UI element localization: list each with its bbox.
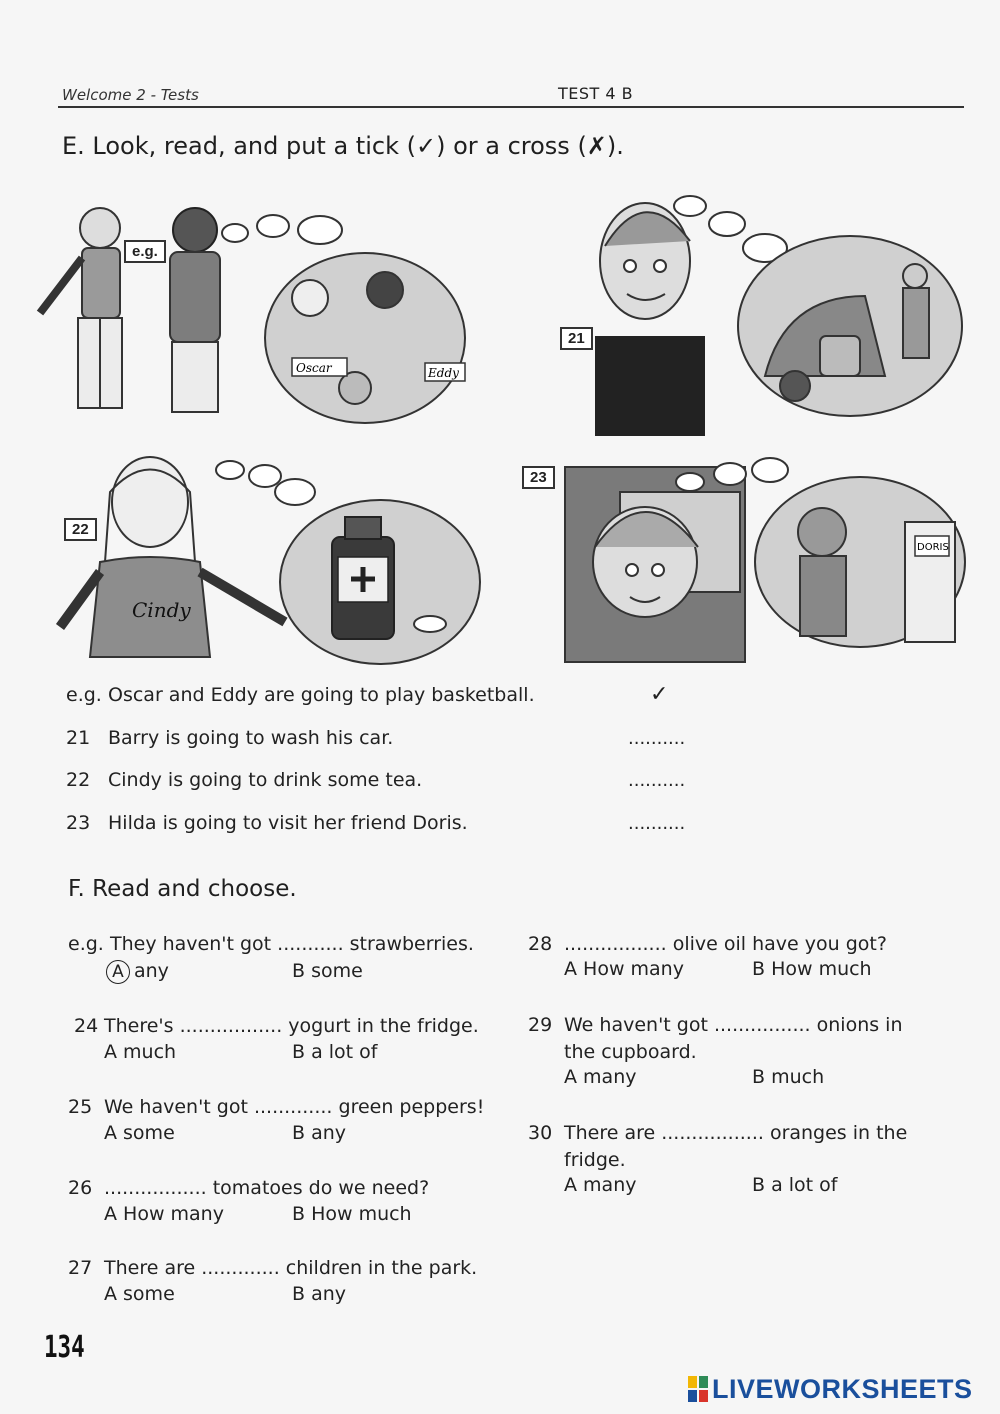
question-text: They haven't got ........... strawberries. [110,933,474,955]
question-28 [528,931,887,958]
liveworksheets-logo [688,1374,973,1405]
option-eg-a [106,960,169,984]
option-30-b[interactable]: B a lot of [752,1174,838,1196]
option-27-a[interactable]: A some [104,1283,175,1305]
option-text: any [134,960,169,982]
question-text: There are ................. oranges in the [564,1122,908,1144]
option-30-a[interactable]: A many [564,1174,637,1196]
sentence-21 [66,727,393,749]
question-text: There are ............. children in the park. [104,1257,478,1279]
brand-name: LIVEWORKSHEETS [712,1374,973,1404]
cindy-shirt: Cindy [132,598,191,622]
question-text: ................. tomatoes do we need? [104,1177,430,1199]
question-25 [68,1094,484,1121]
circled-answer-icon: A [106,960,130,984]
option-29-a[interactable]: A many [564,1066,637,1088]
question-number: 28 [528,933,553,955]
illustration-eg [30,188,459,438]
answer-22[interactable]: .......... [628,770,686,791]
section-f-title: F. Read and choose. [68,876,297,902]
sentence-number: 23 [66,812,91,834]
question-26 [68,1175,429,1202]
illustration-22 [60,452,500,667]
question-number: 29 [528,1014,553,1036]
option-25-b[interactable]: B any [292,1122,347,1144]
header-divider [58,106,964,108]
eddy-tag: Eddy [428,366,459,380]
question-eg [68,931,474,958]
option-eg-b: B some [292,960,363,982]
question-29-line2: the cupboard. [564,1041,697,1063]
label-eg: e.g. [124,240,166,263]
option-25-a[interactable]: A some [104,1122,175,1144]
liveworksheets-logo-icon [688,1376,708,1402]
question-number: e.g. [68,933,104,955]
option-26-b[interactable]: B How much [292,1203,412,1225]
option-24-a[interactable]: A much [104,1041,177,1063]
option-26-a[interactable]: A How many [104,1203,224,1225]
option-27-b[interactable]: B any [292,1283,347,1305]
test-title: TEST 4 B [558,84,634,103]
question-number: 25 [68,1096,93,1118]
sentence-eg [66,684,535,706]
label-21: 21 [560,327,593,350]
label-23: 23 [522,466,555,489]
option-29-b[interactable]: B much [752,1066,825,1088]
doris-doorplate: DORIS [917,542,949,553]
question-30 [528,1120,907,1147]
sentence-text: Barry is going to wash his car. [108,727,394,749]
question-30-line2: fridge. [564,1149,626,1171]
sentence-number: e.g. [66,684,102,706]
question-text: ................. olive oil have you got? [564,933,887,955]
oscar-tag: Oscar [296,361,332,375]
illustration-21 [585,186,970,441]
sentence-number: 22 [66,769,91,791]
sentence-text: Oscar and Eddy are going to play basketball. [108,684,535,706]
question-text: We haven't got ............. green peppers! [104,1096,485,1118]
label-22: 22 [64,518,97,541]
option-28-a[interactable]: A How many [564,958,684,980]
answer-eg: ✓ [650,682,669,707]
option-28-b[interactable]: B How much [752,958,872,980]
page-number: 134 [44,1330,85,1365]
answer-21[interactable]: .......... [628,728,686,749]
sentence-number: 21 [66,727,91,749]
sentence-22 [66,769,422,791]
option-24-b[interactable]: B a lot of [292,1041,378,1063]
illustration-23 [560,452,970,667]
sentence-text: Cindy is going to drink some tea. [108,769,423,791]
question-27 [68,1255,477,1282]
answer-23[interactable]: .......... [628,813,686,834]
sentence-23 [66,812,468,834]
section-e-title: E. Look, read, and put a tick (✓) or a cross (✗). [62,132,624,160]
question-text: We haven't got ................ onions in [564,1014,903,1036]
question-text: There's ................. yogurt in the fridge. [104,1015,479,1037]
question-number: 24 [74,1015,99,1037]
sentence-text: Hilda is going to visit her friend Doris. [108,812,468,834]
question-number: 26 [68,1177,93,1199]
question-29 [528,1012,903,1039]
question-number: 30 [528,1122,553,1144]
question-number: 27 [68,1257,93,1279]
book-title: Welcome 2 - Tests [62,86,199,104]
question-24 [74,1013,479,1040]
